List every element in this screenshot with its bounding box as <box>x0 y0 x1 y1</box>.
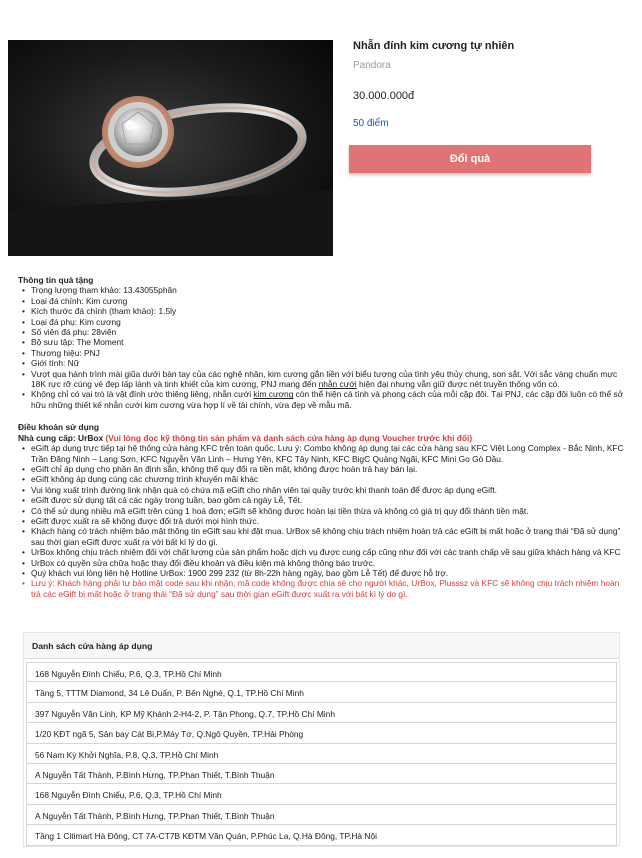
diamond-link[interactable]: kim cương <box>253 389 294 400</box>
store-row: Tầng 1 Citimart Hà Đông, CT 7A-CT7B KĐTM Văn Quán, P.Phúc La, Q.Hà Đông, TP.Hà Nội <box>26 825 617 845</box>
terms-item: • eGift được sử dụng tất cả các ngày trong tuần, bao gồm cả ngày Lễ, Tết. <box>22 495 630 505</box>
product-brand: Pandora <box>353 60 391 71</box>
terms-item: • Quý khách vui lòng liên hệ Hotline UrBox: 1900 299 232 (từ 8h-22h hàng ngày, bao gồm Lễ Tết) để được hỗ trợ. <box>22 568 630 578</box>
terms-item: • Khách hàng có trách nhiệm bảo mật thông tin eGift sau khi đặt mua. UrBox sẽ không chịu trách nhiệm hoàn trả các eGift bị mất hoặc ở trạng thái “Đã sử dụng” sau thời gian eGift được xuất ra với bất kì lý do gì. <box>22 526 630 547</box>
store-row: 168 Nguyễn Đình Chiểu, P.6, Q.3, TP.Hồ Chí Minh <box>26 662 617 682</box>
store-row: A Nguyễn Tất Thành, P.Bình Hưng, TP.Phan Thiết, T.Bình Thuận <box>26 764 617 784</box>
product-title: Nhẫn đính kim cương tự nhiên <box>353 40 515 52</box>
store-list-rows <box>24 659 619 846</box>
store-row: 1/20 KĐT ngã 5, Sân bay Cát Bi,P.Máy Tơ, Q.Ngô Quyền, TP.Hải Phòng <box>26 723 617 743</box>
terms-item: • eGift không áp dụng cùng các chương trình khuyến mãi khác <box>22 474 630 484</box>
store-list-heading: Danh sách cửa hàng áp dụng <box>24 633 619 659</box>
supplier-line <box>18 433 630 443</box>
terms-item: • UrBox có quyền sửa chữa hoặc thay đổi điều khoản và điều kiện mà không thông báo trước. <box>22 558 630 568</box>
redeem-button[interactable]: Đổi quà <box>349 145 591 173</box>
store-row: 168 Nguyễn Đình Chiểu, P.6, Q.3, TP.Hồ Chí Minh <box>26 784 617 804</box>
description-text: còn thể hiện cá tính và phong cách của mỗi cặp đôi. Tại PNJ, các cặp đôi luôn có thể sở hữu những thiết kế nhẫn cưới kim cương vừa hợp lí về tài chính, vừa đẹp về mẫu mã. <box>31 389 624 410</box>
terms-item: • Vui lòng xuất trình đường link nhận quà có chứa mã eGift cho nhân viên tại quầy trước khi thanh toán để được áp dụng eGift. <box>22 485 630 495</box>
terms-heading: Điều khoản sử dụng <box>18 422 99 433</box>
product-info <box>353 40 603 173</box>
gift-info-item: • Giới tính: Nữ <box>22 358 630 368</box>
wedding-ring-link[interactable]: nhẫn cưới <box>318 379 357 390</box>
product-details <box>18 275 630 599</box>
terms-item: • Có thể sử dụng nhiều mã eGift trên cùng 1 hoá đơn; eGift sẽ không được hoàn lại tiền thừa và không có giá trị quy đổi thành tiền mặt. <box>22 506 630 516</box>
gift-info-description <box>22 369 630 390</box>
product-price: 30.000.000đ <box>353 90 415 102</box>
gift-info-list <box>18 285 630 410</box>
store-row: 56 Nam Kỳ Khởi Nghĩa, P.8, Q.3, TP.Hồ Chí Minh <box>26 744 617 764</box>
supplier-label: Nhà cung cấp: UrBox <box>18 432 104 443</box>
gift-info-description <box>22 389 630 410</box>
gift-info-item: • Loại đá phụ: Kim cương <box>22 317 630 327</box>
terms-list <box>18 443 630 599</box>
gift-info-item: • Trọng lượng tham khảo: 13.43055phân <box>22 285 630 295</box>
terms-item: • eGift áp dụng trực tiếp tại hệ thống cửa hàng KFC trên toàn quốc. Lưu ý: Combo không áp dụng tại các cửa hàng sau KFC Việt Long Complex - Bắc Ninh, KFC Trần Đăng Ninh – Lạng Sơn, KFC Nguyễn Văn Linh – Hưng Yên, KFC Tây Ninh, KFC BigC Quảng Ngãi, KFC Mini Go Gò Dầu. <box>22 443 630 464</box>
product-points: 50 điểm <box>353 118 389 129</box>
gift-info-item: • Kích thước đá chính (tham khảo): 1.5ly <box>22 306 630 316</box>
description-text: Không chỉ có vai trò là vật đính ước thiêng liêng, nhẫn cưới <box>31 389 254 400</box>
store-row: 397 Nguyễn Văn Linh, KP Mỹ Khánh 2-H4-2, P. Tân Phong, Q.7, TP.Hồ Chí Minh <box>26 703 617 723</box>
store-row: Tầng 5, TTTM Diamond, 34 Lê Duẩn, P. Bến Nghé, Q.1, TP.Hồ Chí Minh <box>26 682 617 702</box>
terms-item: • UrBox không chịu trách nhiệm đối với chất lượng của sản phẩm hoặc dịch vụ được cung cấp cũng như đối với các tranh chấp về sau giữa khách hàng và KFC <box>22 547 630 557</box>
gift-info-item: • Bộ sưu tập: The Moment <box>22 337 630 347</box>
gift-info-item: • Thương hiệu: PNJ <box>22 348 630 358</box>
gift-info-heading: Thông tin quà tặng <box>18 275 94 285</box>
gift-info-item: • Loại đá chính: Kim cương <box>22 296 630 306</box>
description-text: hiện đại nhưng vẫn giữ được nét truyền thống vốn có. <box>356 379 560 390</box>
store-list <box>23 632 620 847</box>
store-row: A Nguyễn Tất Thành, P.Bình Hưng, TP.Phan Thiết, T.Bình Thuận <box>26 805 617 825</box>
terms-item: • eGift được xuất ra sẽ không được đổi trả dưới mọi hình thức. <box>22 516 630 526</box>
terms-item: • eGift chỉ áp dụng cho phần ăn định sẵn, không thể quy đổi ra tiền mặt, không được hoàn trả hay bán lại. <box>22 464 630 474</box>
supplier-note: (Vui lòng đọc kỹ thông tin sản phẩm và danh sách cửa hàng áp dụng Voucher trước khi đổi) <box>105 432 473 443</box>
gift-info-item: • Số viên đá phụ: 28viên <box>22 327 630 337</box>
terms-warning: • Lưu ý: Khách hàng phải tự bảo mật code sau khi nhận, mã code không được chia sẻ cho người khác, UrBox, Plusssz và KFC sẽ không chịu trách nhiệm hoàn trả các eGift bị mất hoặc ở trạng thái “Đã sử dụng” sau thời gian eGift được xuất ra với bất kì lý do gì. <box>22 578 630 599</box>
description-text: Vượt qua hành trình mài giũa dưới bàn tay của các nghệ nhân, kim cương gắn liền với biểu tượng của tình yêu thủy chung, son sắt. Với sắc vàng chuẩn mực 18K rực rỡ cùng vẻ đẹp lấp lánh và tinh khiết của kim cương, PNJ mang đến <box>31 368 618 390</box>
product-image <box>8 40 333 256</box>
